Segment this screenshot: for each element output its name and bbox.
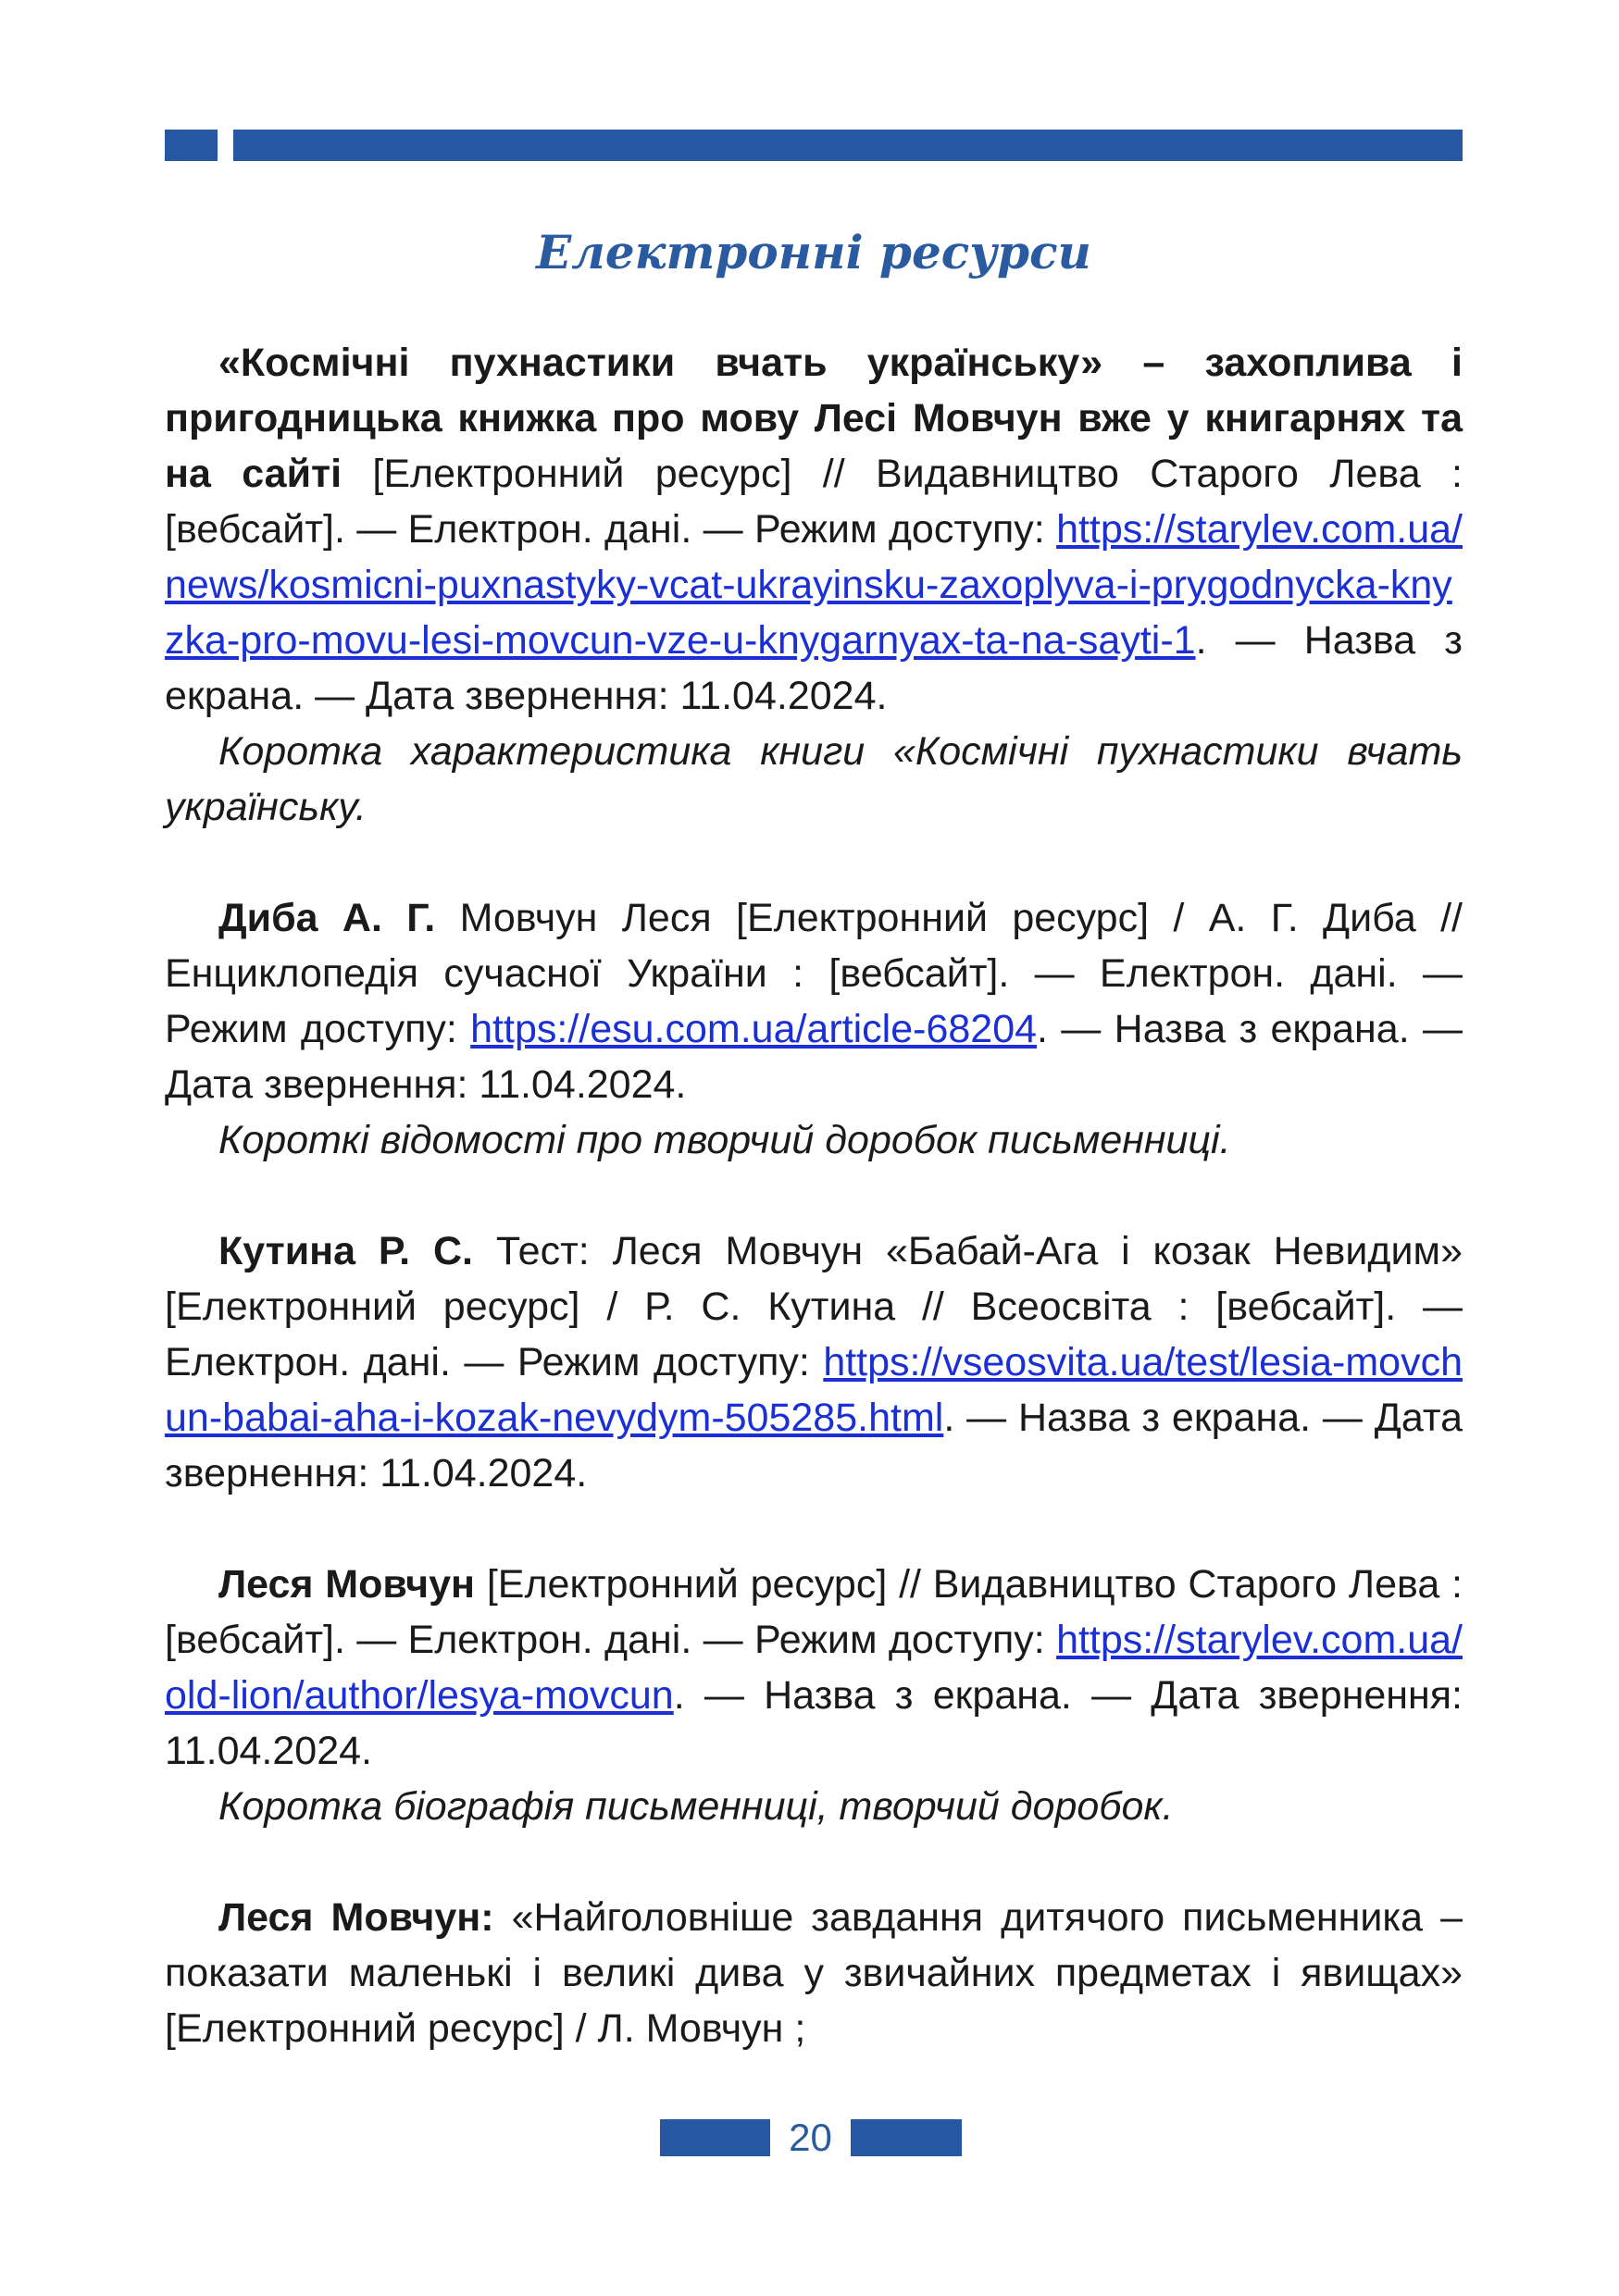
reference-list — [165, 335, 1463, 2112]
section-title: Електронні ресурси — [536, 225, 1091, 279]
entry-author: Леся Мовчун: — [218, 1895, 494, 1940]
page-footer — [0, 2108, 1619, 2167]
citation-tail: . — Назва з екрана. — Дата звернення: 11.04.2024. — [165, 1007, 1463, 1107]
resource-link[interactable]: https://starylev.com.ua/old-lion/author/lesya-movcun — [165, 1618, 1463, 1718]
resource-link[interactable]: https://starylev.com.ua/news/kosmicni-puxnastyky-vcat-ukrayinsku-zaxoplyva-i-prygodnycka-knyzka-pro-movu-lesi-movcun-vze-u-knygarnyax-ta-na-sayti-1 — [165, 507, 1463, 663]
citation-text: [Електронний ресурс] // Видавництво Старого Лева : [вебсайт]. — Електрон. дані. — Режим доступу: — [165, 452, 1463, 552]
citation-text: [Електронний ресурс] // Видавництво Старого Лева : [вебсайт]. — Електрон. дані. — Режим доступу: — [165, 1562, 1463, 1662]
entry-title: «Космічні пухнастики вчать українську» – захоплива і пригодницька книжка про мову Лесі Мовчун вже у книгарнях та на сайті — [165, 341, 1463, 496]
citation — [165, 1223, 1463, 1501]
citation — [165, 1890, 1463, 2056]
citation-tail: . — Назва з екрана. — Дата звернення: 11.04.2024. — [165, 1673, 1463, 1773]
citation-text: «Найголовніше завдання дитячого письменника – показати маленькі і великі дива у звичайних предметах і явищах» [Електронний ресурс] / Л. Мовчун ; — [165, 1895, 1463, 2051]
reference-entry-3 — [165, 1223, 1463, 1501]
reference-entry-5 — [165, 1890, 1463, 2056]
page-number: 20 — [789, 2116, 832, 2159]
entry-author: Леся Мовчун — [218, 1562, 476, 1607]
reference-entry-2 — [165, 890, 1463, 1168]
reference-entry-1 — [165, 335, 1463, 835]
entry-author: Кутина Р. С. — [218, 1229, 473, 1273]
resource-link[interactable]: https://esu.com.ua/article-68204 — [470, 1007, 1038, 1051]
citation — [165, 1557, 1463, 1779]
citation — [165, 890, 1463, 1112]
citation-tail: . — Назва з екрана. — Дата звернення: 11.04.2024. — [165, 618, 1463, 718]
annotation: Коротка біографія письменниці, творчий доробок. — [218, 1784, 1174, 1829]
citation-text: Тест: Леся Мовчун «Бабай-Ага і козак Невидим» [Електронний ресурс] / Р. С. Кутина // Всеосвіта : [вебсайт]. — Електрон. дані. — Режим доступу: — [165, 1229, 1463, 1384]
annotation: Короткі відомості про творчий доробок письменниці. — [218, 1118, 1231, 1162]
entry-author: Диба А. Г. — [218, 896, 436, 940]
footer-bar-right — [851, 2119, 962, 2156]
footer-bar-left — [660, 2119, 770, 2156]
resource-link[interactable]: https://vseosvita.ua/test/lesia-movchun-babai-aha-i-kozak-nevydym-505285.html — [165, 1340, 1463, 1440]
reference-entry-4 — [165, 1557, 1463, 1834]
citation — [165, 335, 1463, 724]
header-bar-short — [165, 130, 218, 161]
annotation: Коротка характеристика книги «Космічні пухнастики вчать українську. — [165, 729, 1463, 829]
header-bar-long — [233, 130, 1463, 161]
citation-tail: . — Назва з екрана. — Дата звернення: 11.04.2024. — [165, 1396, 1463, 1496]
citation-text: Мовчун Леся [Електронний ресурс] / А. Г. Диба // Енциклопедія сучасної України : [вебсайт]. — Електрон. дані. — Режим доступу: — [165, 896, 1463, 1051]
